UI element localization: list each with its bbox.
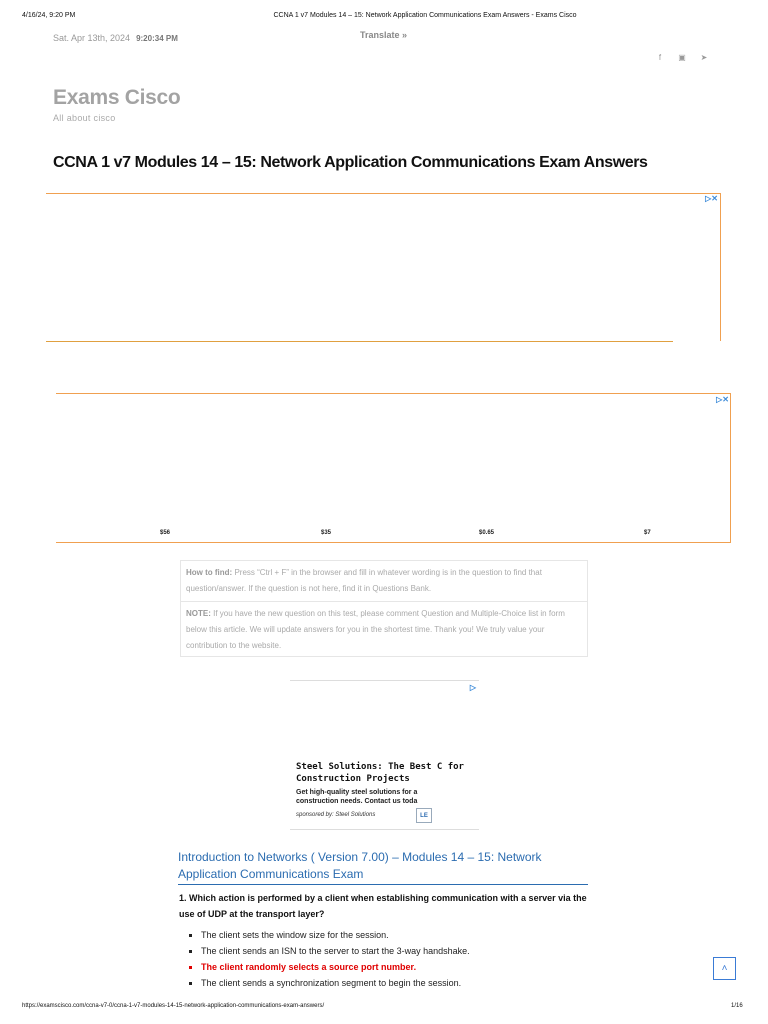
chevron-up-icon: ˄ <box>721 963 728 974</box>
sponsored-description: Get high-quality steel solutions for a construction needs. Contact us toda <box>296 789 418 805</box>
ad-divider <box>46 341 673 342</box>
scroll-to-top-button[interactable] <box>713 957 736 980</box>
facebook-icon[interactable]: f <box>658 53 662 62</box>
ad-banner-top[interactable] <box>46 193 721 341</box>
site-tagline: All about cisco <box>53 113 116 123</box>
sponsored-by: sponsored by: Steel Solutions <box>296 812 376 818</box>
note-notice <box>180 601 588 657</box>
answer-option-correct: ▪ The client randomly selects a source port number. <box>201 959 589 975</box>
ad-price[interactable]: $35 <box>321 530 332 536</box>
footer-url: https://examscisco.com/ccna-v7-0/ccna-1-v7-modules-14-15-network-application-communications-exam-answers/ <box>22 1003 325 1009</box>
answer-option: ▪ The client sets the window size for the session. <box>201 927 589 943</box>
sponsored-title[interactable] <box>296 761 464 785</box>
how-to-find-notice <box>180 560 588 602</box>
answer-option: ▪ The client sends a synchronization segment to begin the session. <box>201 975 589 991</box>
ad-price[interactable]: $7 <box>644 530 651 536</box>
how-to-find-label: How to find: <box>186 568 233 577</box>
learn-more-button[interactable]: LE <box>416 808 432 823</box>
section-heading[interactable]: Introduction to Networks ( Version 7.00) – Modules 14 – 15: Network Application Communications Exam <box>178 849 588 885</box>
answer-list <box>179 927 589 991</box>
ad-choices-icon[interactable]: ▷✕ <box>716 395 729 404</box>
ad-choices-icon[interactable]: ▷✕ <box>705 194 718 203</box>
ad-choices-icon[interactable]: ▷ <box>469 683 476 692</box>
sponsored-title-text: Steel Solutions: The Best C for Construction Projects <box>296 762 464 784</box>
ad-sponsored[interactable] <box>290 680 479 830</box>
ad-banner-products[interactable] <box>56 393 731 543</box>
print-datetime: 4/16/24, 9:20 PM <box>22 12 76 19</box>
page-title: CCNA 1 v7 Modules 14 – 15: Network Application Communications Exam Answers <box>53 154 648 171</box>
how-to-find-text: Press “Ctrl + F” in the browser and fill in whatever wording is in the question to find that question/answer. If the question is not here, find it in Questions Bank. <box>186 568 542 593</box>
note-text: If you have the new question on this test, please comment Question and Multiple-Choice list in form below this article. We will update answers for you in the shortest time. Thank you! We truly value your contribution to the website. <box>186 609 565 650</box>
translate-link[interactable]: Translate » <box>360 30 408 40</box>
note-label: NOTE: <box>186 609 211 618</box>
footer-page-number: 1/16 <box>731 1003 743 1009</box>
youtube-icon[interactable]: ▣ <box>678 53 686 62</box>
telegram-icon[interactable]: ➤ <box>700 53 708 62</box>
ad-price[interactable]: $0.65 <box>479 530 495 536</box>
site-brand[interactable]: Exams Cisco <box>53 86 181 109</box>
print-doc-title: CCNA 1 v7 Modules 14 – 15: Network Application Communications Exam Answers - Exams Cisco <box>273 12 577 19</box>
ad-price[interactable]: $56 <box>160 530 171 536</box>
time-text: 9:20:34 PM <box>136 34 178 43</box>
date-text: Sat. Apr 13th, 2024 <box>53 33 131 43</box>
question-1: 1. Which action is performed by a client when establishing communication with a server via the use of UDP at the transport layer? <box>179 893 587 919</box>
answer-option: ▪ The client sends an ISN to the server to start the 3-way handshake. <box>201 943 589 959</box>
topbar-date <box>53 33 178 43</box>
